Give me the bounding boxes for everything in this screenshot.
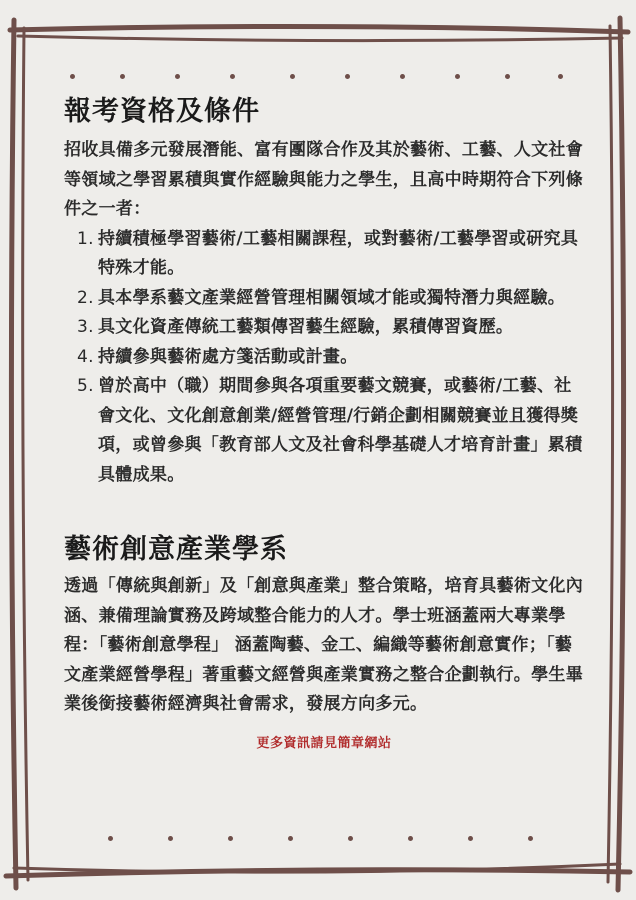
department-section [64, 534, 584, 720]
section-title: 藝術創意產業學系 [64, 534, 288, 565]
condition-item [64, 343, 584, 373]
condition-text: 曾於高中（職）期間參與各項重要藝文競賽，或藝術/工藝、社會文化、文化創意創業/經營管理/行銷企劃相關競賽並且獲得獎項，或曾參與「教育部人文及社會科學基礎人才培育計畫」累積具體成果。 [98, 376, 583, 485]
department-description: 透過「傳統與創新」及「創意與產業」整合策略，培育具藝術文化內涵、兼備理論實務及跨域整合能力的人才。學士班涵蓋兩大專業學程：「藝術創意學程」 涵蓋陶藝、金工、編織等藝術創意實作；「藝文產業經營學程」著重藝文經營與產業實務之整合企劃執行。學生畢業後銜接藝術經濟與社會需求，發展方向多元。 [64, 576, 583, 714]
condition-item [64, 313, 584, 343]
condition-number: 2. [77, 287, 94, 308]
conditions-list [64, 225, 584, 491]
condition-text: 具文化資產傳統工藝類傳習藝生經驗，累積傳習資歷。 [98, 317, 514, 337]
condition-item [64, 372, 584, 490]
condition-number: 5. [77, 376, 94, 396]
condition-number: 4. [77, 346, 94, 367]
condition-number: 3. [77, 317, 94, 337]
more-info-link[interactable]: 更多資訊請見簡章網站 [256, 735, 392, 751]
top-dot-row [0, 74, 636, 84]
poster-content [64, 96, 584, 751]
condition-text: 持續積極學習藝術/工藝相關課程，或對藝術/工藝學習或研究具特殊才能。 [98, 228, 579, 278]
condition-text: 持續參與藝術處方箋活動或計畫。 [98, 346, 358, 367]
condition-item [64, 225, 584, 284]
bottom-dot-row [0, 836, 636, 846]
intro-paragraph: 招收具備多元發展潛能、富有團隊合作及其於藝術、工藝、人文社會等領域之學習累積與實作經驗與能力之學生，且高中時期符合下列條件之一者： [64, 140, 583, 219]
condition-text: 具本學系藝文產業經營管理相關領域才能或獨特潛力與經驗。 [98, 287, 566, 308]
condition-number: 1. [77, 228, 94, 249]
condition-item [64, 284, 584, 314]
section-title: 報考資格及條件 [64, 96, 260, 127]
admission-requirements-section [64, 96, 584, 490]
